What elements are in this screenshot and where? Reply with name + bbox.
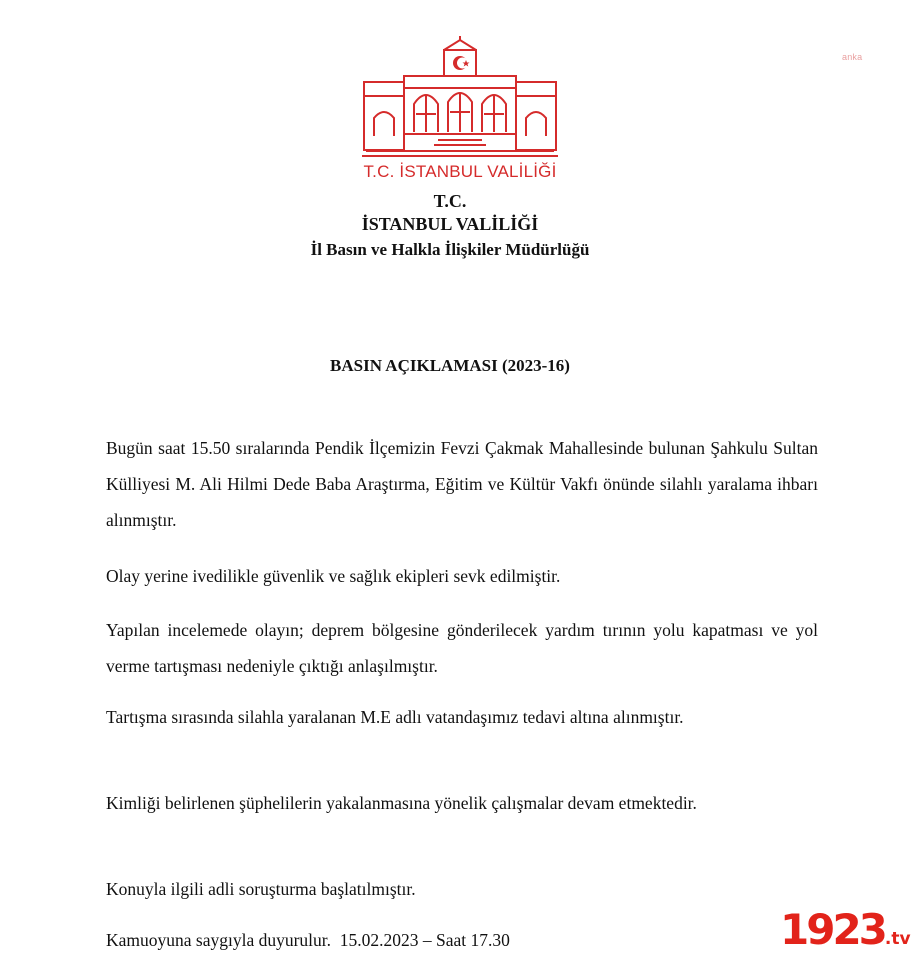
press-release-title: BASIN AÇIKLAMASI (2023-16) <box>330 356 570 375</box>
governorship-logo <box>358 36 562 182</box>
header-line-tc: T.C. <box>433 191 467 211</box>
brand-number: 1923 <box>780 905 885 954</box>
paragraph-closing: Kamuoyuna saygıyla duyurulur. 15.02.2023 – Saat 17.30 <box>106 930 510 950</box>
brand-suffix: .tv <box>884 929 911 949</box>
building-icon <box>358 36 562 160</box>
watermark-text: anka <box>842 52 863 62</box>
paragraph-teams-dispatched: Olay yerine ivedilikle güvenlik ve sağlık ekipleri sevk edilmiştir. <box>106 566 561 586</box>
header-line-directorate: İl Basın ve Halkla İlişkiler Müdürlüğü <box>310 240 590 259</box>
paragraph-suspects: Kimliği belirlenen şüphelilerin yakalanmasına yönelik çalışmalar devam etmektedir. <box>106 793 697 813</box>
paragraph-prosecution: Konuyla ilgili adli soruşturma başlatılmıştır. <box>106 879 416 899</box>
brand-logo-1923tv <box>780 905 911 954</box>
paragraph-injured: Tartışma sırasında silahla yaralanan M.E adlı vatandaşımız tedavi altına alınmıştır. <box>106 707 684 727</box>
paragraph-investigation: Yapılan incelemede olayın; deprem bölgesine gönderilecek yardım tırının yolu kapatması ve yol verme tartışması nedeniyle çıktığı anlaşılmıştır. <box>106 620 818 676</box>
header-line-governorship: İSTANBUL VALİLİĞİ <box>361 214 539 234</box>
logo-caption: T.C. İSTANBUL VALİLİĞİ <box>363 162 557 181</box>
paragraph-incident: Bugün saat 15.50 sıralarında Pendik İlçemizin Fevzi Çakmak Mahallesinde bulunan Şahkulu Sultan Külliyesi M. Ali Hilmi Dede Baba Araştırma, Eğitim ve Kültür Vakfı önünde silahlı yaralama ihbarı alınmıştır. <box>106 438 818 530</box>
